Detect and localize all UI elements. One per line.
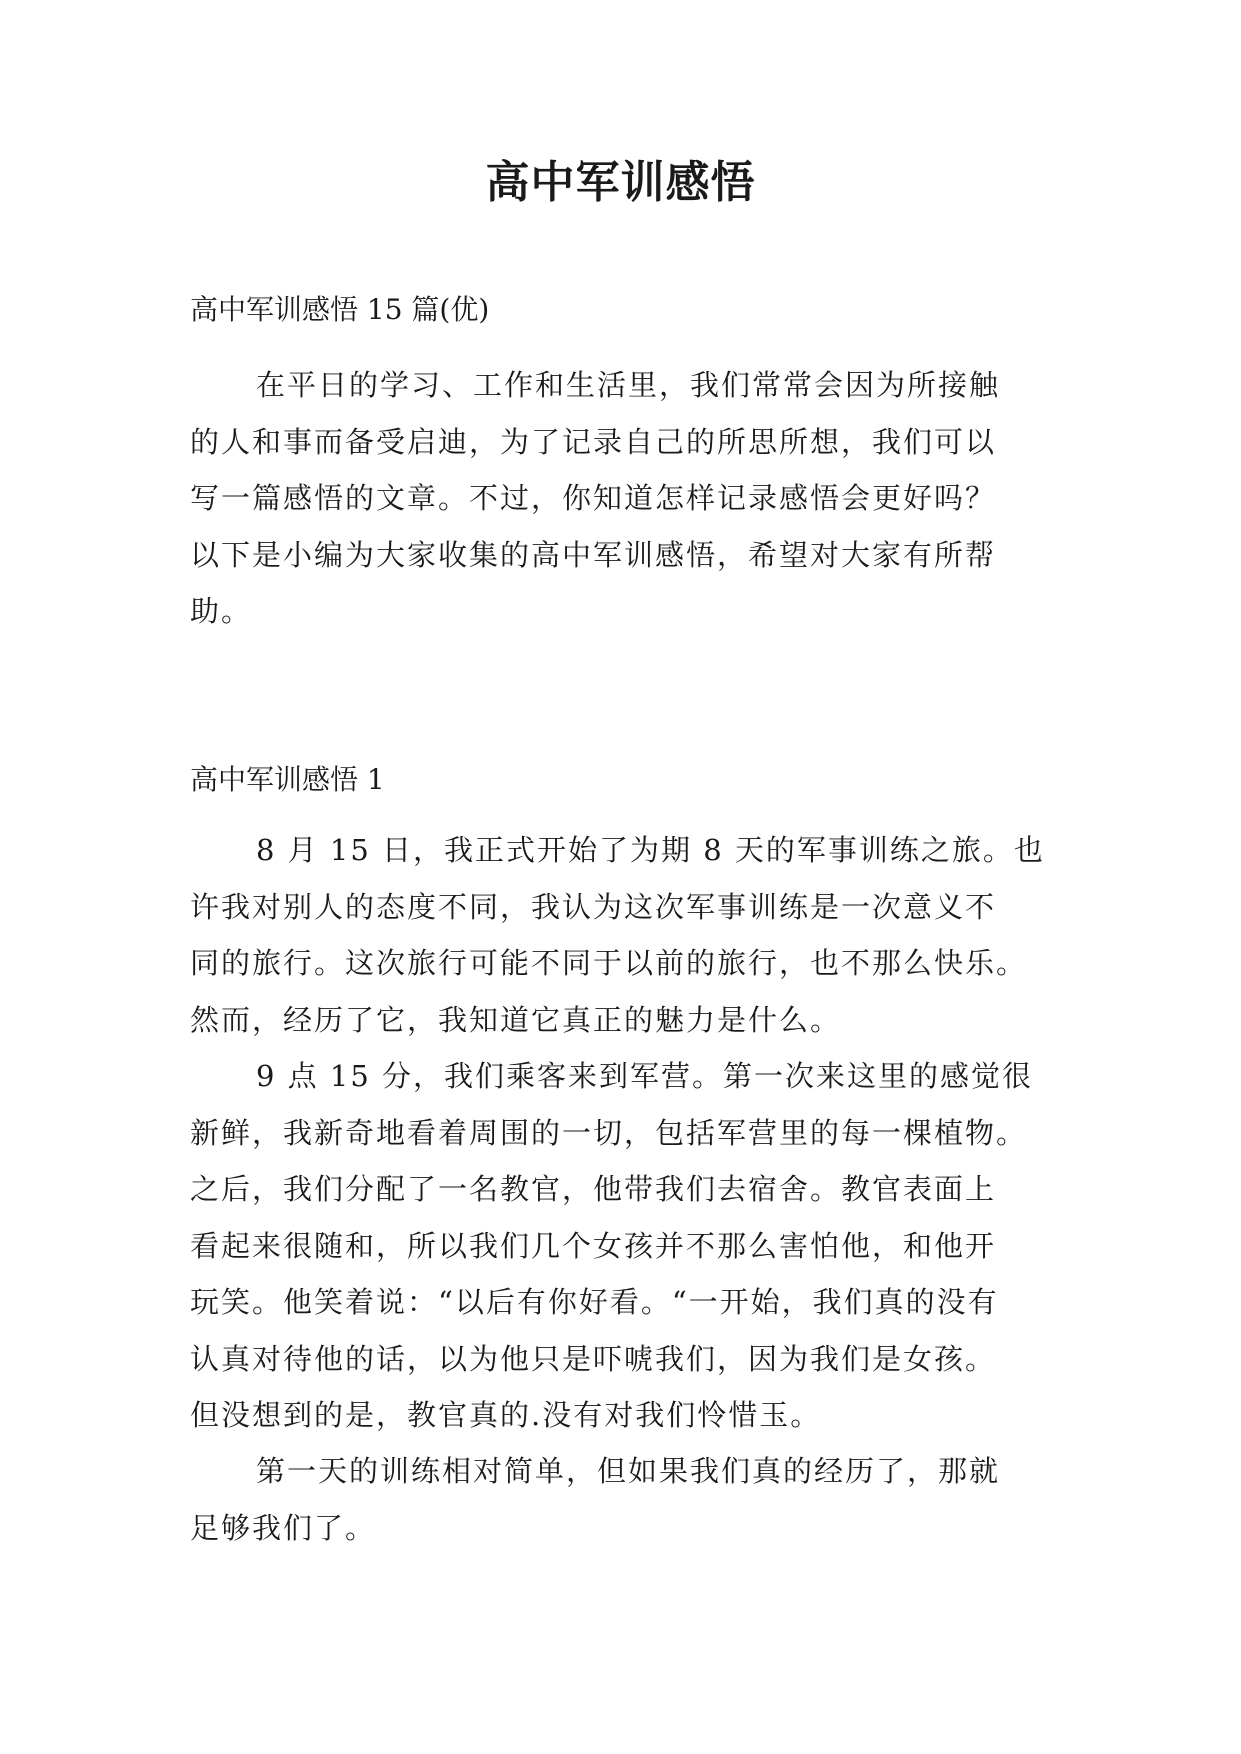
paragraph-line: 8 月 15 日，我正式开始了为期 8 天的军事训练之旅。也 [256,833,1045,867]
intro-line: 的人和事而备受启迪，为了记录自己的所思所想，我们可以 [190,424,997,459]
section-heading: 高中军训感悟 1 [190,763,385,796]
document-title: 高中军训感悟 [485,157,756,208]
intro-line: 写一篇感悟的文章。不过，你知道怎样记录感悟会更好吗？ [190,481,997,515]
paragraph-3 [190,1443,1070,1556]
paragraph-line: 新鲜，我新奇地看着周围的一切，包括军营里的每一棵植物。 [190,1115,1028,1150]
intro-paragraph [190,357,1070,640]
paragraph-2 [190,1048,1070,1444]
paragraph-line: 之后，我们分配了一名教官，他带我们去宿舍。教官表面上 [190,1172,997,1206]
intro-line: 在平日的学习、工作和生活里，我们常常会因为所接触 [256,368,1001,402]
paragraph-line: 看起来很随和，所以我们几个女孩并不那么害怕他，和他开 [190,1228,997,1263]
paragraph-line: 但没想到的是，教官真的.没有对我们怜惜玉。 [190,1398,822,1432]
paragraph-line: 认真对待他的话，以为他只是吓唬我们，因为我们是女孩。 [190,1341,997,1376]
paragraph-line: 然而，经历了它，我知道它真正的魅力是什么。 [190,1002,842,1037]
paragraph-line: 同的旅行。这次旅行可能不同于以前的旅行，也不那么快乐。 [190,946,1028,980]
paragraph-line: 足够我们了。 [190,1510,377,1545]
paragraph-line: 第一天的训练相对简单，但如果我们真的经历了，那就 [256,1454,1001,1488]
paragraph-line: 9 点 15 分，我们乘客来到军营。第一次来这里的感觉很 [256,1059,1034,1093]
intro-line: 以下是小编为大家收集的高中军训感悟，希望对大家有所帮 [190,537,997,572]
paragraph-1 [190,822,1070,1048]
document-subtitle: 高中军训感悟 15 篇(优) [190,293,490,326]
paragraph-line: 玩笑。他笑着说：“以后有你好看。“一开始，我们真的没有 [190,1285,999,1319]
intro-line: 助。 [190,594,253,628]
paragraph-line: 许我对别人的态度不同，我认为这次军事训练是一次意义不 [190,889,997,924]
